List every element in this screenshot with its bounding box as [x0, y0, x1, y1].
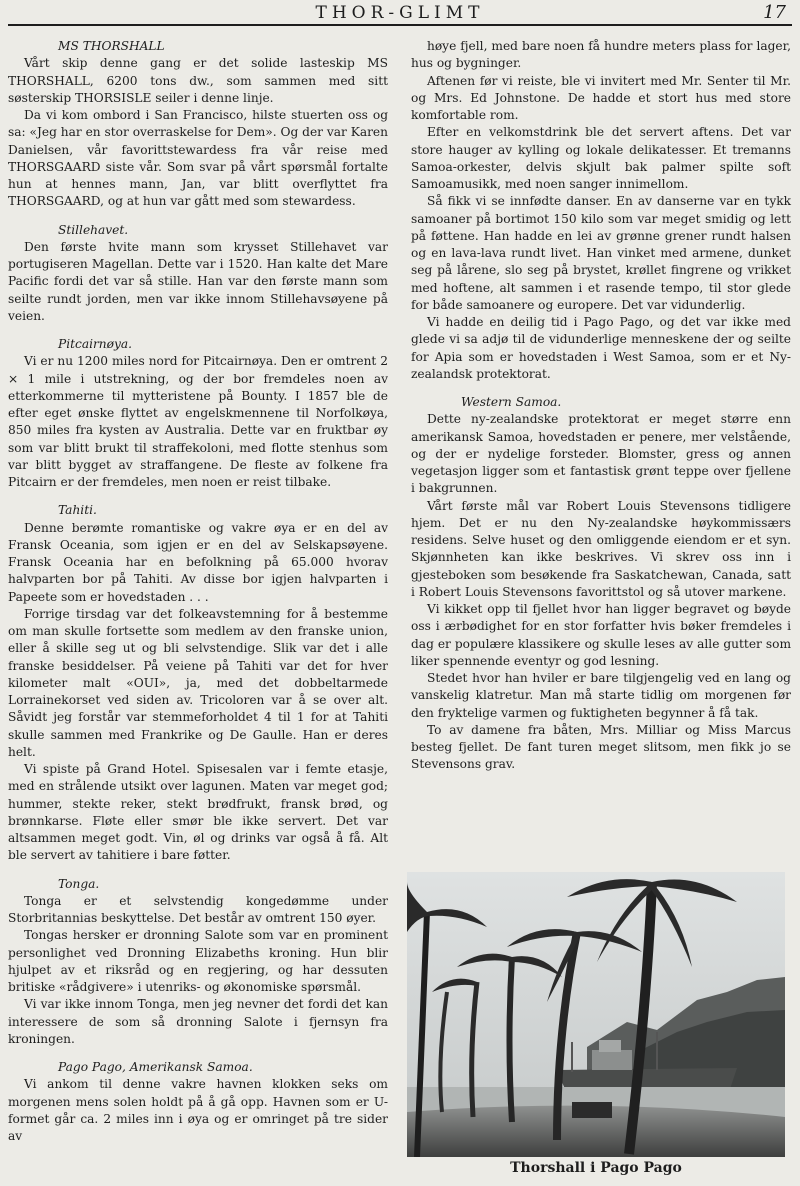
paragraph: Vi ankom til denne vakre havnen klokken seks om morgenen mens solen holdt på å gå opp. Havnen som er U-formet går ca. 2 miles inn i øya og er omringet på tre sider av — [8, 1077, 388, 1143]
article-section — [8, 38, 388, 211]
magazine-title: THOR-GLIMT — [315, 3, 485, 23]
left-column — [8, 38, 388, 1156]
paragraph: Så fikk vi se innfødte danser. En av danserne var en tykk samoaner på bortimot 150 kilo som var meget smidig og lett på føttene. Han hadde en lei av grønne grener rundt halsen og en lava-lava rundt livet. Han vinket med armene, dunket seg på lårene, slo seg på brystet, krøllet fingrene og vrikket med hoftene, alt sammen i et rasende tempo, til stor glede for både samoanere og europere. Det var vidunderlig. — [411, 194, 791, 312]
article-section — [8, 502, 388, 864]
paragraph: Vi spiste på Grand Hotel. Spisesalen var i femte etasje, med en strålende utsikt over lagunen. Maten var meget god; hummer, stekte reker, stekt brødfrukt, fransk brød, og brønnkarse. Fløte eller smør ble ikke servert. Det var altsammen meget godt. Vin, øl og drinks var også å få. Alt ble servert av tahitiere i bare føtter. — [8, 762, 388, 863]
paragraph: Den første hvite mann som krysset Stillehavet var portugiseren Magellan. Dette var i 1520. Han kalte det Mare Pacific fordi det var så stille. Han var den første mann som seilte rundt jorden, men var ikke innom Stillehavsøyene på veien. — [8, 239, 388, 323]
section-heading: Western Samoa. — [461, 395, 562, 409]
article-section — [8, 222, 388, 326]
page-header — [8, 0, 792, 24]
header-rule — [8, 24, 792, 26]
article-section — [8, 336, 388, 491]
right-column — [411, 38, 791, 785]
paragraph: Efter en velkomstdrink ble det servert aftens. Det var store hauger av kylling og lokale delikatesser. Et tremanns Samoa-orkester, delvis skjult bak palmer spilte soft Samoamusikk, med noen sanger innimellom. — [411, 125, 791, 191]
paragraph: Vi var ikke innom Tonga, men jeg nevner det fordi det kan interessere de som så dronning Salote i fjernsyn fra kroningen. — [8, 997, 388, 1046]
paragraph: Stedet hvor han hviler er bare tilgjengelig ved en lang og vanskelig klatretur. Man må starte tidlig om morgenen før den fryktelige varmen og fuktigheten begynner å få tak. — [411, 671, 791, 720]
paragraph: Aftenen før vi reiste, ble vi invitert med Mr. Senter til Mr. og Mrs. Ed Johnstone. De hadde et stort hus med store komfortable rom. — [411, 73, 791, 122]
paragraph: Tonga er et selvstendig kongedømme under Storbritannias beskyttelse. Det består av omtrent 150 øyer. — [8, 893, 388, 925]
harbor-photo — [407, 872, 785, 1157]
paragraph: Vårt første mål var Robert Louis Stevensons tidligere hjem. Det er nu den Ny-zealandske høykommissærs residens. Selve huset og den omliggende eiendom er et syn. Skjønnheten kan ikke beskrives. Vi skrev oss inn i gjesteboken som besøkende fra Saskatchewan, Canada, satt i Robert Louis Stevensons favorittstol og så utover markene. — [411, 498, 791, 599]
paragraph: Vi hadde en deilig tid i Pago Pago, og det var ikke med glede vi sa adjø til de vidunderlige menneskene der og seilte for Apia som er hovedstaden i West Samoa, som er et Ny-zealandsk protektorat. — [411, 315, 791, 381]
paragraph: Denne berømte romantiske og vakre øya er en del av Fransk Oceania, som igjen er en del av Selskapsøyene. Fransk Oceania har en befolkning på 65.000 hvorav halvparten bor på Tahiti. Av disse bor igjen halvparten i Papeete som er hovedstaden . . . — [8, 520, 388, 604]
section-heading: Stillehavet. — [58, 222, 129, 237]
paragraph: Vi er nu 1200 miles nord for Pitcairnøya. Den er omtrent 2 × 1 mile i utstrekning, og der bor fremdeles noen av etterkommerne til mytteristene på Bounty. I 1857 ble de efter eget ønske flyttet av engelskmennene til Norfolkøya, 850 miles fra kysten av Australia. Dette var en fruktbar øy som var blitt brukt til straffekoloni, med flotte stenhus som var blitt bygget av straffangene. De fleste av folkene fra Pitcairn er der fremdeles, men noen er reist tilbake. — [8, 354, 388, 489]
paragraph: Forrige tirsdag var det folkeavstemning for å bestemme om man skulle fortsette som medlem av den franske union, eller å skille seg ut og bli selvstendige. Slik var det i alle franske besiddelser. På veiene på Tahiti var det for hver kilometer malt «OUI», ja, med det dobbeltarmede Lorrainekorset ved siden av. Tricoloren var å se over alt. Såvidt jeg forstår var stemmeforholdet 4 til 1 for at Tahiti skulle sammen med Frankrike og De Gaulle. Han er deres helt. — [8, 606, 388, 759]
section-heading: MS THORSHALL — [58, 39, 165, 53]
article-section — [411, 394, 791, 774]
article-section — [8, 876, 388, 1049]
paragraph: Dette ny-zealandske protektorat er meget større enn amerikansk Samoa, hovedstaden er penere, mer velstående, og der er nydelige forsteder. Blomster, gress og annen vegetasjon ligger som et fantastisk grønt teppe over fjellene i bakgrunnen. — [411, 412, 791, 496]
palm-harbor-image — [407, 872, 785, 1157]
section-heading: Tonga. — [58, 876, 100, 891]
article-section — [411, 38, 791, 383]
photo-caption: Thorshall i Pago Pago — [510, 1160, 682, 1176]
paragraph: Vi kikket opp til fjellet hvor han ligger begravet og bøyde oss i ærbødighet for en stor forfatter hvis bøker fremdeles i dag er populære klassikere og skulle leses av alle gutter som liker spennende eventyr og god lesning. — [411, 602, 791, 668]
paragraph: høye fjell, med bare noen få hundre meters plass for lager, hus og bygninger. — [411, 39, 791, 71]
article-section — [8, 1059, 388, 1145]
paragraph: Vårt skip denne gang er det solide lasteskip MS THORSHALL, 6200 tons dw., som sammen med sitt søsterskip THORSISLE seiler i denne linje. — [8, 56, 388, 105]
page-number: 17 — [763, 2, 786, 23]
paragraph: Tongas hersker er dronning Salote som var en prominent personlighet ved Dronning Elizabeths kroning. Hun blir hjulpet av et riksråd og en regjering, og har dessuten britiske «rådgivere» i utenriks- og økonomiske spørsmål. — [8, 928, 388, 994]
paragraph: To av damene fra båten, Mrs. Milliar og Miss Marcus besteg fjellet. De fant turen meget slitsom, men fikk jo se Stevensons grav. — [411, 722, 791, 772]
section-heading: Pago Pago, Amerikansk Samoa. — [58, 1060, 253, 1074]
section-heading: Tahiti. — [58, 503, 97, 518]
section-heading: Pitcairnøya. — [58, 337, 133, 351]
paragraph: Da vi kom ombord i San Francisco, hilste stuerten oss og sa: «Jeg har en stor overraskelse for Dem». Og der var Karen Danielsen, vår favorittstewardess fra vår reise med THORSGAARD siste vår. Som svar på vårt spørsmål fortalte hun at hennes mann, Jan, var blitt overflyttet fra THORSGAARD, og at hun var gått med som stewardess. — [8, 108, 388, 209]
